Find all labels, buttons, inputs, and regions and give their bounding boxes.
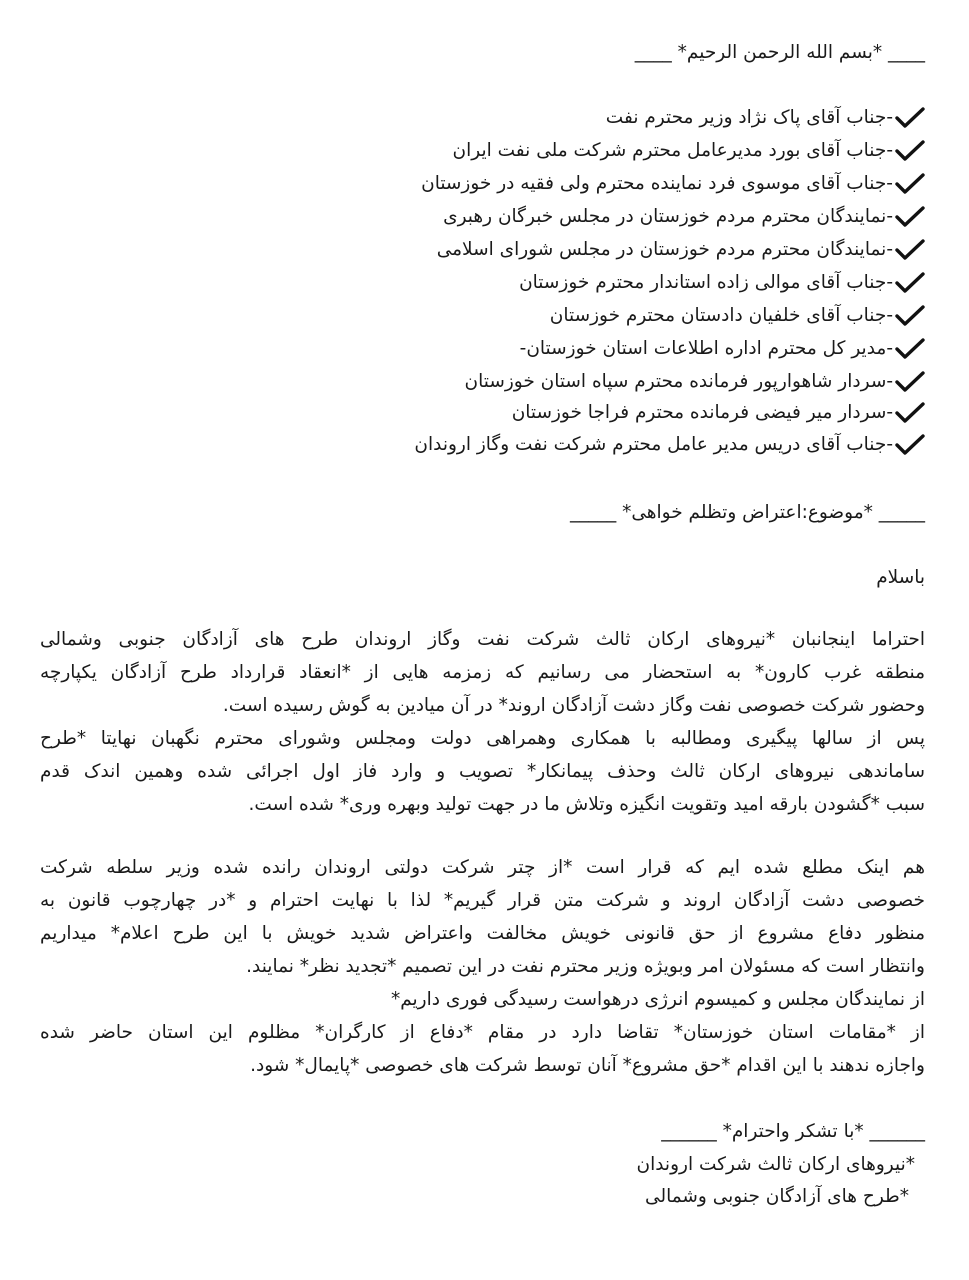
greeting: باسلام [876, 567, 925, 588]
paragraph-line: ساماندهی نیروهای ارکان ثالث وحذف پیمانکار* تصویب و وارد فاز اول اجرائی شده وهمین اندک قدم [40, 761, 925, 782]
paragraph-line: منطقه غرب کارون* به استحضار می رسانیم که زمزمه هایی از *انعقاد قرارداد طرح آزادگان یکپارچه [40, 662, 925, 683]
checkmark-icon [895, 237, 925, 263]
recipient-item [40, 301, 925, 331]
recipient-text: -نمایندگان محترم مردم خوزستان در مجلس شورای اسلامی [436, 239, 893, 260]
paragraph-line: منظور دفاع مشروع از حق قانونی خویش مخالفت واعتراض شدید خویش با این طرح اعلام* میداریم [40, 923, 925, 944]
recipient-item [40, 398, 925, 428]
recipient-item [40, 103, 925, 133]
recipient-item [40, 367, 925, 397]
paragraph-line: پس از سالها پیگیری ومطالبه با همکاری وهمراهی دولت ومجلس وشورای محترم نگهبان نهایتا *طرح [40, 728, 925, 749]
paragraph-line: از *مقامات استان خوزستان* تقاضا دارد در مقام *دفاع از کارگران* مظلوم این استان حاضر شده [40, 1022, 925, 1043]
checkmark-icon [895, 432, 925, 458]
recipient-item [40, 430, 925, 460]
recipient-text: -جناب آقای موالی زاده استاندار محترم خوزستان [519, 272, 893, 293]
checkmark-icon [895, 400, 925, 426]
paragraph-line: از نمایندگان مجلس و کمیسوم انرژی درهواست رسیدگی فوری داریم* [390, 989, 925, 1010]
bismillah-heading: ____ *بسم الله الرحمن الرحیم* ____ [634, 42, 925, 63]
paragraph-line: احتراما اینجانبان *نیروهای ارکان ثالث شرکت نفت وگاز اروندان طرح های آزادگان جنوبی وشمالی [40, 629, 925, 650]
recipient-text: -مدیر کل محترم اداره اطلاعات استان خوزستان- [519, 338, 893, 359]
subject-line: _____ *موضوع:اعتراض وتظلم خواهی* _____ [569, 502, 925, 523]
checkmark-icon [895, 369, 925, 395]
checkmark-icon [895, 138, 925, 164]
signature-line: *نیروهای ارکان ثالث شرکت اروندان [636, 1154, 915, 1175]
recipient-text: -جناب آقای بورد مدیرعامل محترم شرکت ملی نفت ایران [452, 140, 893, 161]
recipient-text: -جناب آقای خلفیان دادستان محترم خوزستان [549, 305, 893, 326]
closing-line: ______ *با تشکر واحترام* ______ [661, 1121, 925, 1142]
recipient-text: -جناب آقای دریس مدیر عامل محترم شرکت نفت وگاز اروندان [414, 434, 893, 455]
recipient-text: -سردار میر فیضی فرمانده محترم فراجا خوزستان [511, 402, 893, 423]
recipient-text: -نمایندگان محترم مردم خوزستان در مجلس خبرگان رهبری [443, 206, 893, 227]
recipient-item [40, 169, 925, 199]
paragraph-line: خصوصی دشت آزادگان اروند و شرکت متن قرار گیریم* لذا با نهایت احترام و *در چهارچوب قانون به [40, 890, 925, 911]
checkmark-icon [895, 171, 925, 197]
recipient-text: -جناب آقای پاک نژاد وزیر محترم نفت [605, 107, 893, 128]
signature-line: *طرح های آزادگان جنوبی وشمالی [645, 1186, 909, 1207]
recipient-item [40, 268, 925, 298]
paragraph-line: هم اینک مطلع شده ایم که قرار است *از چتر شرکت دولتی اروندان رانده شده وزیر سلطه شرکت [40, 857, 925, 878]
recipient-item [40, 136, 925, 166]
recipient-item [40, 334, 925, 364]
checkmark-icon [895, 270, 925, 296]
recipient-item [40, 235, 925, 265]
checkmark-icon [895, 336, 925, 362]
paragraph-line: واجازه ندهند با این اقدام *حق مشروع* آنان توسط شرکت های خصوصی *پایمال* شود. [250, 1055, 925, 1076]
paragraph-line: سبب *گشودن بارقه امید وتقویت انگیزه وتلاش ما در جهت تولید وبهره وری* شده است. [248, 794, 925, 815]
checkmark-icon [895, 303, 925, 329]
checkmark-icon [895, 204, 925, 230]
paragraph-line: وانتظار است که مسئولان امر وبویژه وزیر محترم نفت در این تصمیم *تجدید نظر* نمایند. [246, 956, 925, 977]
paragraph-line: وحضور شرکت خصوصی نفت وگاز دشت آزادگان اروند* در آن میادین به گوش رسیده است. [222, 695, 925, 716]
recipient-text: -جناب آقای موسوی فرد نماینده محترم ولی فقیه در خوزستان [421, 173, 893, 194]
checkmark-icon [895, 105, 925, 131]
recipient-item [40, 202, 925, 232]
recipient-text: -سردار شاهوارپور فرمانده محترم سپاه استان خوزستان [464, 371, 893, 392]
